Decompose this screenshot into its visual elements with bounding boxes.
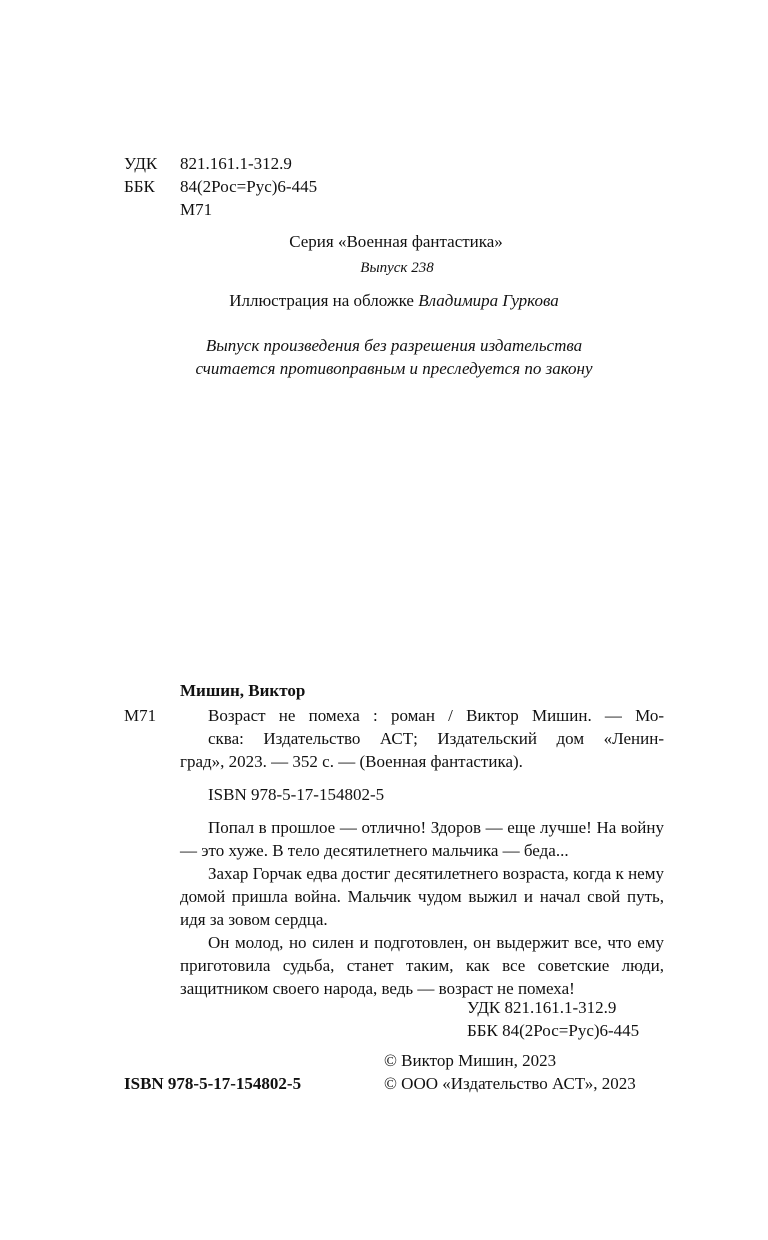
author-mark-top: М71	[180, 200, 213, 219]
copyright-notice-line-2: считается противоправным и преследуется по закону	[195, 359, 593, 378]
isbn-footer: ISBN 978-5-17-154802-5	[124, 1074, 302, 1093]
copyright-notice-line-1: Выпуск произведения без разрешения издательства	[205, 336, 583, 355]
description-line-3: град», 2023. — 352 с. — (Военная фантастика).	[180, 752, 523, 771]
series-issue: Выпуск 238	[360, 260, 434, 276]
author-mark: М71	[124, 706, 157, 725]
udk-value: 821.161.1-312.9	[180, 154, 292, 173]
isbn-record: ISBN 978-5-17-154802-5	[208, 785, 385, 804]
author-heading: Мишин, Виктор	[180, 681, 306, 700]
annotation	[180, 817, 664, 1001]
bbk-label: ББК	[124, 177, 155, 196]
annotation-paragraph: Захар Горчак едва достиг десятилетнего возраста, когда к нему домой пришла война. Мальчик чудом выжил и начал свой путь, идя за зовом сердца.	[180, 863, 664, 929]
bbk-bottom: ББК 84(2Рос=Рус)6-445	[467, 1021, 640, 1040]
illustration-prefix: Иллюстрация на обложке	[229, 291, 414, 310]
series-line: Серия «Военная фантастика»	[289, 232, 503, 251]
annotation-paragraph: Он молод, но силен и подготовлен, он выдержит все, что ему приготовила судьба, станет таким, как все советские люди, защитником своего народа, ведь — возраст не помеха!	[180, 932, 664, 998]
annotation-paragraph: Попал в прошлое — отлично! Здоров — еще лучше! На войну — это хуже. В тело десятилетнего мальчика — беда...	[180, 818, 664, 860]
bbk-value: 84(2Рос=Рус)6-445	[180, 177, 318, 196]
udk-label: УДК	[124, 154, 158, 173]
illustration-artist: Владимира Гуркова	[418, 291, 559, 310]
copyright-publisher: © ООО «Издательство АСТ», 2023	[384, 1074, 636, 1093]
description-line-2: сква: Издательство АСТ; Издательский дом «Ленин-	[208, 729, 664, 748]
illustration-credit	[10, 290, 768, 313]
description-line-1: Возраст не помеха : роман / Виктор Мишин. — Мо-	[208, 706, 664, 725]
copyright-author: © Виктор Мишин, 2023	[384, 1051, 557, 1070]
udk-bottom: УДК 821.161.1-312.9	[467, 998, 617, 1017]
